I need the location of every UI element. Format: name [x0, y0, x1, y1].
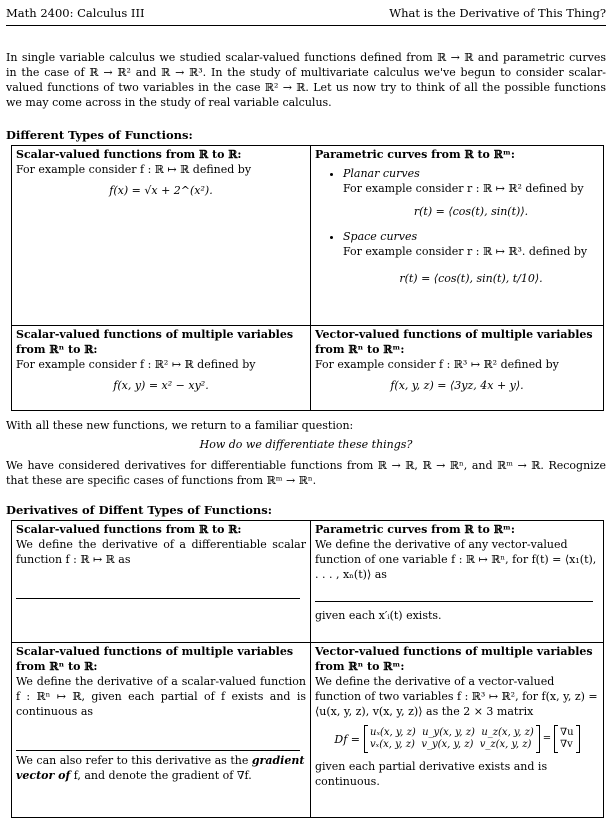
section-title: Different Types of Functions:	[6, 128, 193, 142]
header-rule	[6, 25, 606, 26]
intro-paragraph: In single variable calculus we studied scalar-valued functions defined from ℝ → ℝ and parametric curves in the case of ℝ → ℝ² and ℝ → ℝ³. In the study of multivariate calculus we've begun to consider scalar-valued functions of two variables in the case ℝ² → ℝ. Let us now try to think of all the possible functions we may come across in the study of real variable calculus.	[6, 51, 606, 109]
page-title: What is the Derivative of This Thing?	[389, 6, 606, 20]
cell-parametric-derivative: Parametric curves from ℝ to ℝᵐ: We define the derivative of any vector-valued function of one variable f : ℝ ↦ ℝⁿ, for f(t) = ⟨x₁(t), . . . , xₙ(t)⟩ as given each x′ᵢ(t) exists.	[311, 521, 604, 643]
cell-multivar-scalar-derivative: Scalar-valued functions of multiple variables from ℝⁿ to ℝ: We define the derivative of a scalar-valued function f : ℝⁿ ↦ ℝ, given each partial of f exists and is continuous as We can also refer to this derivative as the gradient vector of f, and denote the gradient of ∇f.	[12, 643, 311, 818]
cell-parametric: Parametric curves from ℝ to ℝᵐ: • Planar curves For example consider r : ℝ ↦ ℝ² defined by r(t) = ⟨cos(t), sin(t)⟩. • Space curves For example consider r : ℝ ↦ ℝ³. defined by r(t) = ⟨cos(t), sin(t), t/10⟩.	[311, 146, 604, 326]
list-item: • Planar curves For example consider r : ℝ ↦ ℝ² defined by r(t) = ⟨cos(t), sin(t)⟩.	[343, 166, 599, 219]
cell-scalar-derivative: Scalar-valued functions from ℝ to ℝ: We define the derivative of a differentiable scalar function f : ℝ ↦ ℝ as	[12, 521, 311, 643]
cell-multivar-vector-derivative: Vector-valued functions of multiple variables from ℝⁿ to ℝᵐ: We define the derivative of a vector-valued function of two variables f : ℝ³ ↦ ℝ², for f(x, y, z) = ⟨u(x, y, z), v(x, y, z)⟩ as the 2 × 3 matrix Df = uₓ(x, y, z) u_y(x, y, z) u_z(x, y, z) vₓ(x, y, z) v_y(x, y, z) v_z(x, y, z) = ∇u ∇v given each partial derivative exists and is continuous.	[311, 643, 604, 818]
answer-blank	[16, 749, 300, 751]
question: How do we differentiate these things?	[199, 438, 413, 451]
jacobian-matrix: Df = uₓ(x, y, z) u_y(x, y, z) u_z(x, y, z) vₓ(x, y, z) v_y(x, y, z) v_z(x, y, z) = ∇u ∇v	[315, 725, 599, 753]
cell-multivar-scalar: Scalar-valued functions of multiple variables from ℝⁿ to ℝ: For example consider f : ℝ² ↦ ℝ defined by f(x, y) = x² − xy².	[12, 326, 311, 411]
paragraph: We have considered derivatives for differentiable functions from ℝ → ℝ, ℝ → ℝⁿ, and ℝᵐ → ℝ. Recognize that these are specific cases of functions from ℝᵐ → ℝⁿ.	[6, 459, 606, 487]
bridge-text: With all these new functions, we return to a familiar question:	[6, 419, 354, 432]
function-types-table	[11, 145, 604, 411]
section-title: Derivatives of Diffent Types of Functions:	[6, 503, 272, 517]
cell-scalar: Scalar-valued functions from ℝ to ℝ: For example consider f : ℝ ↦ ℝ defined by f(x) = √x + 2^(x²).	[12, 146, 311, 326]
cell-multivar-vector: Vector-valued functions of multiple variables from ℝⁿ to ℝᵐ: For example consider f : ℝ³ ↦ ℝ² defined by f(x, y, z) = ⟨3yz, 4x + y⟩.	[311, 326, 604, 411]
derivatives-table	[11, 520, 604, 818]
answer-blank	[315, 600, 593, 602]
course-label: Math 2400: Calculus III	[6, 6, 145, 20]
answer-blank	[16, 597, 300, 599]
list-item: • Space curves For example consider r : ℝ ↦ ℝ³. defined by r(t) = ⟨cos(t), sin(t), t/10⟩.	[343, 229, 599, 286]
